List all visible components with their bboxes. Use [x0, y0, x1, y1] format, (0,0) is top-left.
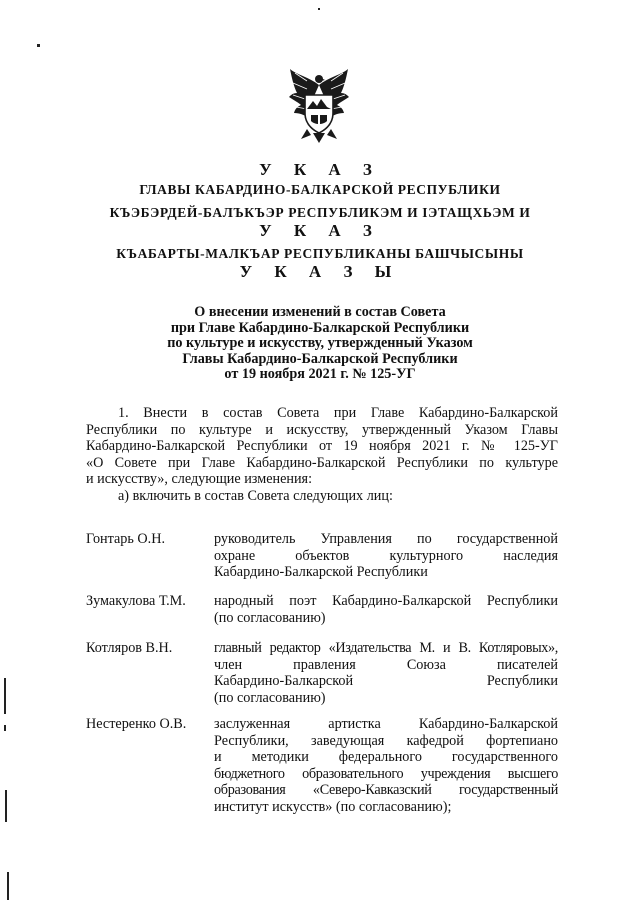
ukaz-heading-2: У К А З — [259, 221, 381, 240]
header-line-2: КЪЭБЭРДЕЙ-БАЛЪКЪЭР РЕСПУБЛИКЭМ И ІЭТАЩХЬЭМ И — [109, 205, 531, 220]
scan-line — [4, 678, 6, 714]
description-line: Кабардино-Балкарской Республики — [214, 564, 428, 581]
paragraph-line: Кабардино-Балкарской Республики от 19 ноября 2021 г. № 125-УГ — [86, 438, 558, 455]
header-line-1: ГЛАВЫ КАБАРДИНО-БАЛКАРСКОЙ РЕСПУБЛИКИ — [139, 182, 501, 197]
scan-line — [5, 790, 7, 822]
paragraph-line: 1. Внести в состав Совета при Главе Кабардино-Балкарской — [118, 405, 558, 421]
description-line: народный поэт Кабардино-Балкарской Республики — [214, 593, 558, 609]
coat-of-arms-icon — [287, 63, 351, 145]
paragraph-line: Республики по культуре и искусству, утвержденный Указом Главы — [86, 421, 558, 438]
ukaz-heading-1: У К А З — [259, 160, 381, 179]
description-line: (по согласованию) — [214, 609, 326, 626]
description-line: образования «Северо-Кавказский государственный — [214, 782, 558, 799]
description-line: институт искусств» (по согласованию); — [214, 798, 452, 815]
member-description — [214, 593, 558, 626]
ukaz-heading-3: У К А З Ы — [239, 262, 401, 281]
description-line: бюджетного образовательного учреждения высшего — [214, 765, 558, 782]
title-line: от 19 ноября 2021 г. № 125-УГ — [224, 366, 416, 383]
description-line: (по согласованию) — [214, 689, 326, 706]
description-line: охране объектов культурного наследия — [214, 547, 558, 564]
description-line: руководитель Управления по государственной — [214, 531, 558, 547]
document-title — [120, 305, 520, 383]
header-line-3: КЪАБАРТЫ-МАЛКЪАР РЕСПУБЛИКАНЫ БАШЧЫСЫНЫ — [116, 246, 524, 261]
member-name: Гонтарь О.Н. — [86, 531, 166, 547]
scan-dot — [318, 8, 320, 10]
title-line: по культуре и искусству, утвержденный Указом — [167, 335, 473, 352]
member-description — [214, 716, 558, 816]
scan-line — [7, 872, 9, 900]
description-line: член правления Союза писателей — [214, 656, 558, 673]
description-line: Кабардино-Балкарской Республики — [214, 673, 558, 690]
scan-dot — [4, 725, 6, 731]
subitem-a: а) включить в состав Совета следующих лиц: — [118, 487, 393, 504]
member-name: Нестеренко О.В. — [86, 716, 187, 732]
description-line: и методики федерального государственного — [214, 749, 558, 766]
description-line: заслуженная артистка Кабардино-Балкарской — [214, 716, 558, 732]
member-name: Зумакулова Т.М. — [86, 593, 186, 609]
member-name: Котляров В.Н. — [86, 640, 173, 656]
paragraph-line: и искусству», следующие изменения: — [86, 471, 313, 488]
paragraph-line: «О Совете при Главе Кабардино-Балкарской Республики по культуре — [86, 454, 558, 471]
title-line: Главы Кабардино-Балкарской Республики — [182, 350, 458, 367]
member-description — [214, 531, 558, 581]
title-line: при Главе Кабардино-Балкарской Республики — [170, 319, 470, 336]
description-line: Республики, заведующая кафедрой фортепиано — [214, 732, 558, 749]
paragraph-1 — [86, 405, 558, 505]
title-line: О внесении изменений в состав Совета — [194, 304, 446, 320]
member-description — [214, 640, 558, 706]
description-line: главный редактор «Издательства М. и В. Котляровых», — [214, 640, 558, 656]
scan-dot — [37, 44, 40, 47]
